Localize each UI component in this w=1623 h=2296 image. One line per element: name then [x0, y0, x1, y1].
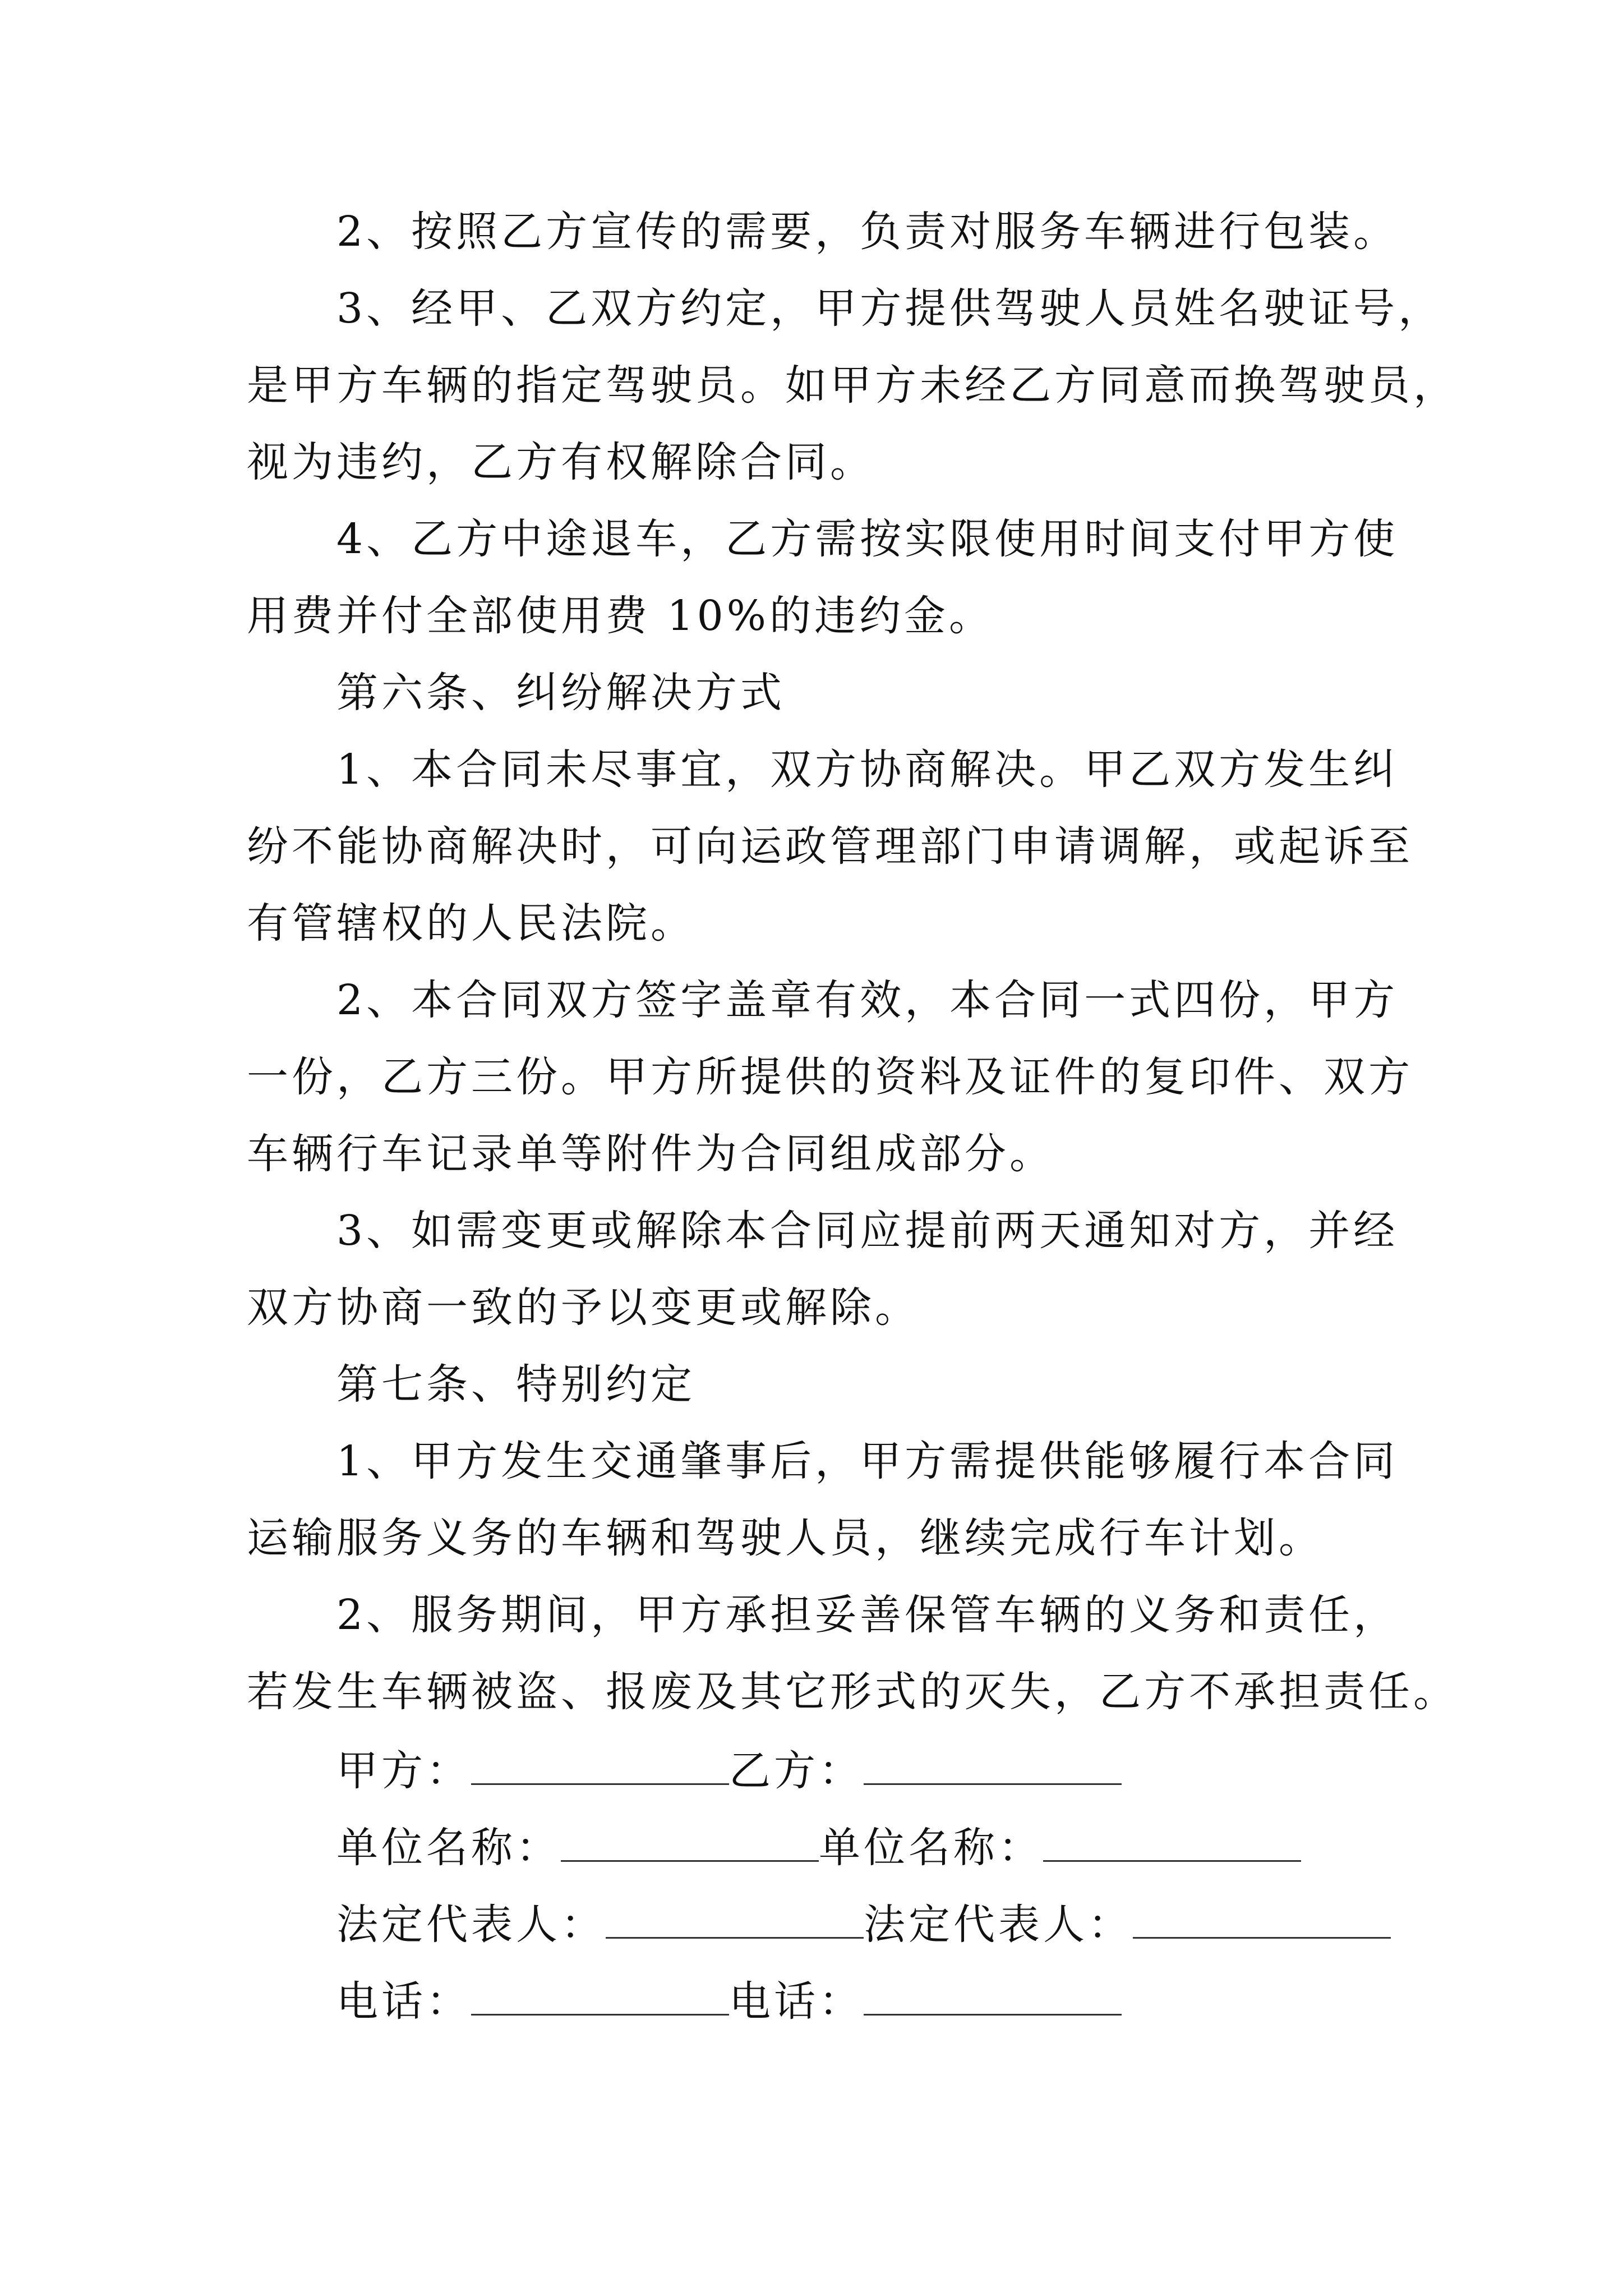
paragraph-line: 车辆行车记录单等附件为合同组成部分。: [247, 1130, 1054, 1178]
unit-name-a-label: 单位名称：: [336, 1824, 561, 1872]
paragraph-line: 是甲方车辆的指定驾驶员。如甲方未经乙方同意而换驾驶员，: [247, 361, 1458, 409]
paragraph-line: 4、乙方中途退车，乙方需按实限使用时间支付甲方使: [336, 515, 1399, 563]
paragraph-line: 双方协商一致的予以变更或解除。: [247, 1283, 920, 1332]
legal-rep-b-blank[interactable]: [1133, 1903, 1391, 1939]
signature-row-phone: [336, 1963, 1458, 2040]
paragraph-line: 一份，乙方三份。甲方所提供的资料及证件的复印件、双方: [247, 1053, 1413, 1101]
unit-name-a-blank[interactable]: [561, 1826, 819, 1862]
paragraph-line: 3、经甲、乙双方约定，甲方提供驾驶人员姓名驶证号，: [336, 284, 1444, 333]
party-b-label: 乙方：: [729, 1747, 864, 1795]
phone-a-blank[interactable]: [471, 1980, 729, 2016]
legal-rep-b-label: 法定代表人：: [864, 1901, 1133, 1949]
party-b-blank[interactable]: [864, 1750, 1122, 1785]
unit-name-b-label: 单位名称：: [819, 1824, 1043, 1872]
contract-body: [247, 194, 1458, 1731]
unit-name-b-blank[interactable]: [1043, 1826, 1301, 1862]
party-a-label: 甲方：: [336, 1747, 471, 1795]
paragraph-line: 视为违约，乙方有权解除合同。: [247, 438, 875, 486]
paragraph-line: 纷不能协商解决时，可向运政管理部门申请调解，或起诉至: [247, 822, 1413, 871]
signature-row-party: [336, 1733, 1458, 1810]
paragraph-line: 3、如需变更或解除本合同应提前两天通知对方，并经: [336, 1207, 1399, 1255]
phone-b-blank[interactable]: [864, 1980, 1122, 2016]
paragraph-line: 2、本合同双方签字盖章有效，本合同一式四份，甲方: [336, 976, 1399, 1024]
paragraph-line: 运输服务义务的车辆和驾驶人员，继续完成行车计划。: [247, 1514, 1324, 1562]
phone-b-label: 电话：: [729, 1977, 864, 2026]
phone-a-label: 电话：: [336, 1977, 471, 2026]
signature-block: [336, 1733, 1458, 2040]
section-heading: 第六条、纠纷解决方式: [336, 669, 785, 717]
paragraph-line: 2、按照乙方宣传的需要，负责对服务车辆进行包装。: [336, 208, 1399, 256]
paragraph-line: 用费并付全部使用费 10%的违约金。: [247, 592, 994, 640]
section-heading: 第七条、特别约定: [336, 1360, 695, 1409]
legal-rep-a-blank[interactable]: [606, 1903, 864, 1939]
signature-row-legal-rep: [336, 1887, 1458, 1963]
paragraph-line: 有管辖权的人民法院。: [247, 899, 695, 947]
paragraph-line: 2、服务期间，甲方承担妥善保管车辆的义务和责任，: [336, 1591, 1399, 1639]
paragraph-line: 若发生车辆被盗、报废及其它形式的灭失，乙方不承担责任。: [247, 1668, 1458, 1716]
paragraph-line: 1、甲方发生交通肇事后，甲方需提供能够履行本合同: [336, 1437, 1399, 1485]
signature-row-unit: [336, 1810, 1458, 1887]
legal-rep-a-label: 法定代表人：: [336, 1901, 606, 1949]
paragraph-line: 1、本合同未尽事宜，双方协商解决。甲乙双方发生纠: [336, 746, 1399, 794]
party-a-blank[interactable]: [471, 1750, 729, 1785]
